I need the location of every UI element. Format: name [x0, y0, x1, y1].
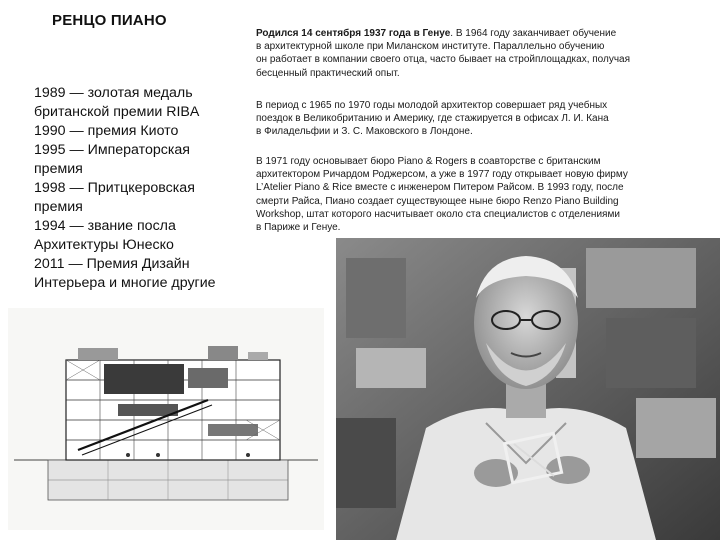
bio-text: В период с 1965 по 1970 годы молодой архитектор совершает ряд учебных: [256, 100, 608, 111]
bio-text: бесценный практический опыт.: [256, 67, 400, 79]
bio-paragraph-2: [256, 99, 712, 139]
award-line: 1995 — Императорская: [34, 142, 190, 158]
bio-paragraph-1: [256, 27, 712, 80]
award-line: премия: [34, 199, 83, 215]
bio-text: в Филадельфии и З. С. Маковского в Лондоне.: [256, 126, 473, 138]
bio-text: смерти Райса, Пиано создает существующее ныне бюро Renzo Piano Building: [256, 195, 619, 207]
page-title: РЕНЦО ПИАНО: [52, 12, 167, 29]
building-section-drawing: [8, 308, 324, 530]
award-line: британской премии RIBA: [34, 104, 200, 120]
award-line: Интерьера и многие другие: [34, 275, 216, 291]
bio-text: он работает в компании своего отца, часто бывает на стройплощадках, получая: [256, 54, 631, 66]
bio-text: В 1971 году основывает бюро Piano & Rogers в соавторстве с британским: [256, 156, 601, 167]
award-line: 1990 — премия Киото: [34, 123, 179, 139]
awards-list: [34, 84, 248, 293]
award-line: 1998 — Притцкеровская: [34, 180, 195, 196]
award-line: 2011 — Премия Дизайн: [34, 256, 190, 272]
bio-text: в архитектурной школе при Миланском институте. Параллельно обучению: [256, 41, 605, 53]
bio-text: Workshop, штат которого насчитывает около ста специалистов с отделениями: [256, 208, 620, 220]
award-line: 1994 — звание посла: [34, 218, 176, 234]
bio-text: поездок в Великобританию и Америку, где стажируется в офисах Л. И. Кана: [256, 113, 609, 125]
bio-text: архитектором Ричардом Роджерсом, а уже в 1977 году открывает новую фирму: [256, 169, 628, 181]
bio-text: . В 1964 году заканчивает обучение: [450, 28, 617, 39]
bio-text: L’Atelier Piano & Rice вместе с инженером Питером Райсом. В 1993 году, после: [256, 182, 624, 194]
birth-date-bold: Родился 14 сентября 1937 года в Генуе: [256, 28, 451, 39]
bio-paragraph-3: [256, 155, 712, 234]
award-line: Архитектуры Юнеско: [34, 237, 174, 253]
bio-text: в Париже и Генуе.: [256, 222, 341, 234]
architect-portrait-photo: [336, 238, 720, 540]
award-line: 1989 — золотая медаль: [34, 85, 193, 101]
award-line: премия: [34, 161, 83, 177]
